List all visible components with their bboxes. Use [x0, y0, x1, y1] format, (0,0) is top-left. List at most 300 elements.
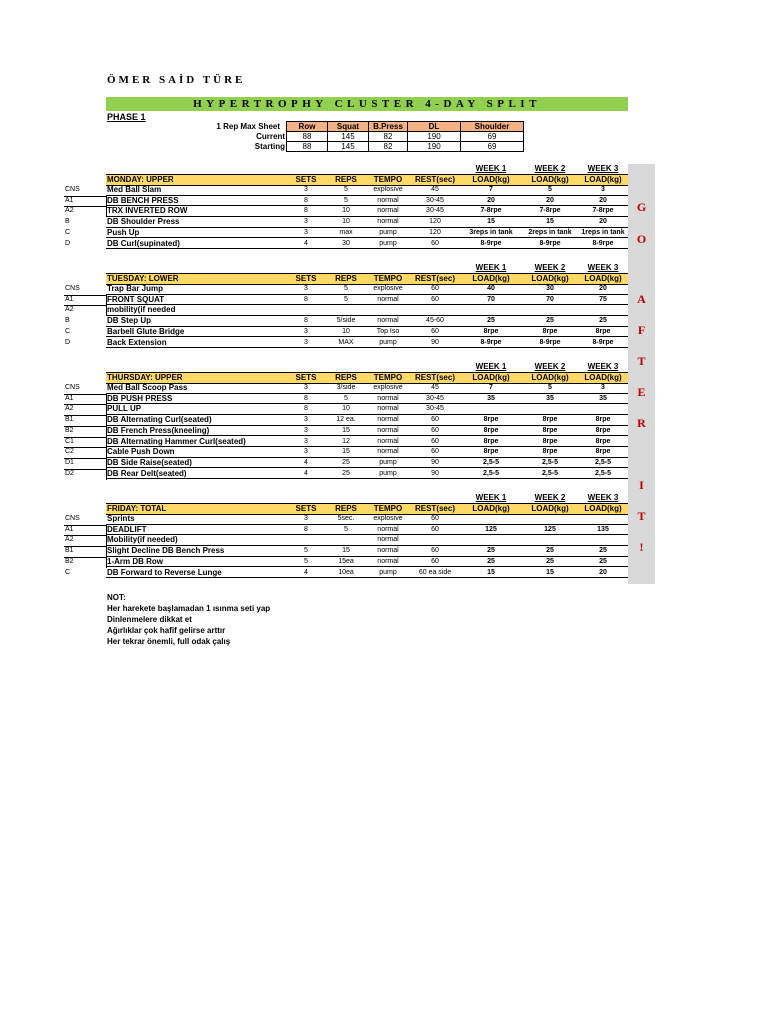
rest-value: 30-45: [426, 394, 444, 402]
load-week3: 3: [601, 384, 605, 391]
load-week3: 135: [597, 525, 609, 533]
week-header: WEEK 1: [475, 362, 507, 371]
week-header: WEEK 3: [587, 263, 619, 272]
tempo-value: explosive: [373, 515, 403, 522]
column-header-rest: REST(sec): [414, 274, 455, 283]
sets-value: 3: [304, 515, 308, 522]
exercise-code: B2: [65, 557, 74, 565]
rm-header-row: Row: [287, 122, 328, 132]
exercise-code: A2: [65, 306, 74, 314]
rm-header-bpress: B.Press: [369, 122, 408, 132]
load-week3: 8rpe: [595, 426, 611, 434]
reps-value: max: [339, 228, 353, 236]
rest-value: 45: [431, 384, 439, 391]
week-header: WEEK 3: [587, 164, 619, 173]
load-week1: 7-8rpe: [480, 207, 502, 215]
load-week1: 7: [489, 186, 493, 193]
author-name: ÖMER SAİD TÜRE: [107, 74, 246, 86]
load-week2: 7-8rpe: [539, 207, 561, 215]
sets-value: 8: [304, 525, 308, 533]
rest-value: 30-45: [426, 196, 444, 204]
current-label: Current: [256, 132, 285, 141]
reps-value: 30: [342, 239, 350, 247]
sets-value: 3: [304, 218, 308, 226]
rm-header-dl: DL: [408, 122, 461, 132]
tempo-value: pump: [379, 458, 397, 466]
load-week1: 7: [489, 384, 493, 391]
reps-value: 10ea: [338, 568, 354, 576]
load-week1: 8rpe: [483, 437, 499, 445]
load-week2: 8rpe: [542, 437, 558, 445]
load-week1: 8rpe: [483, 416, 499, 424]
sets-value: 4: [304, 568, 308, 576]
rm-current-dl: 190: [408, 132, 461, 142]
code-bracket: [64, 546, 107, 557]
load-week2: 25: [546, 557, 554, 565]
exercise-name: DB Forward to Reverse Lunge: [107, 567, 222, 577]
rest-value: 45-60: [426, 317, 444, 325]
exercise-name: TRX INVERTED ROW: [107, 206, 188, 216]
exercise-name: Trap Bar Jump: [107, 284, 164, 293]
load-week3: 8rpe: [595, 437, 611, 445]
sets-value: 8: [304, 394, 308, 402]
load-week2: 35: [546, 394, 554, 402]
column-header-sets: SETS: [295, 274, 317, 283]
load-week3: 8rpe: [595, 416, 611, 424]
exercise-name: 1-Arm DB Row: [107, 556, 164, 566]
column-header-load: LOAD(kg): [584, 274, 622, 283]
load-week1: 25: [487, 557, 495, 565]
exercise-code: C: [65, 327, 71, 335]
sets-value: 5: [304, 547, 308, 555]
load-week3: 8-9rpe: [592, 338, 614, 346]
side-letter: T: [637, 354, 646, 368]
exercise-name: Med Ball Scoop Pass: [107, 383, 188, 392]
exercise-name: DB Curl(supinated): [107, 238, 180, 248]
exercise-code: CNS: [65, 515, 80, 522]
load-week1: 8rpe: [483, 448, 499, 456]
side-letter: O: [636, 232, 647, 246]
load-week2: 25: [546, 317, 554, 325]
exercise-code: A1: [65, 525, 74, 533]
exercise-name: PULL UP: [107, 404, 142, 414]
reps-value: 15: [342, 448, 350, 456]
load-week1: 25: [487, 547, 495, 555]
load-week1: 8-9rpe: [480, 338, 502, 346]
rest-value: 60: [431, 515, 439, 522]
exercise-name: Cable Push Down: [107, 447, 175, 457]
column-header-tempo: TEMPO: [373, 504, 403, 513]
load-week2: 8-9rpe: [539, 239, 561, 247]
rest-value: 90: [431, 338, 439, 346]
exercise-code: CNS: [65, 285, 80, 292]
load-week1: 8rpe: [483, 426, 499, 434]
exercise-code: A1: [65, 295, 74, 303]
reps-value: MAX: [338, 338, 354, 346]
rest-value: 60 ea side: [418, 568, 452, 576]
rm-header-shoulder: Shoulder: [461, 122, 524, 132]
column-header-load: LOAD(kg): [472, 373, 510, 382]
exercise-code: C: [65, 228, 71, 236]
load-week2: 70: [546, 295, 554, 303]
reps-value: 3/side: [336, 384, 356, 391]
load-week2: 5: [548, 384, 552, 391]
sets-value: 8: [304, 317, 308, 325]
sets-value: 8: [304, 405, 308, 413]
day-title: MONDAY: UPPER: [107, 175, 174, 184]
code-bracket: [64, 295, 107, 306]
reps-value: 5/side: [336, 317, 356, 325]
sets-value: 8: [304, 207, 308, 215]
exercise-name: mobility(if needed: [107, 305, 176, 315]
column-header-rest: REST(sec): [414, 373, 455, 382]
exercise-name: DB Alternating Curl(seated): [107, 415, 212, 425]
reps-value: 10: [342, 327, 350, 335]
rest-value: 30-45: [426, 405, 444, 413]
column-header-reps: REPS: [335, 504, 357, 513]
load-week2: 25: [546, 547, 554, 555]
rm-current-squat: 145: [328, 132, 369, 142]
load-week3: 7-8rpe: [592, 207, 614, 215]
sets-value: 3: [304, 327, 308, 335]
exercise-name: Med Ball Slam: [107, 185, 162, 194]
rest-value: 60: [431, 448, 439, 456]
exercise-name: Sprints: [107, 514, 135, 523]
load-week2: 15: [546, 218, 554, 226]
reps-value: 15ea: [338, 557, 354, 565]
row-divider: [106, 304, 628, 305]
week-header: WEEK 3: [587, 362, 619, 371]
rest-value: 60: [431, 525, 439, 533]
column-header-load: LOAD(kg): [584, 373, 622, 382]
column-header-rest: REST(sec): [414, 175, 455, 184]
reps-value: 15: [342, 547, 350, 555]
code-bracket: [64, 535, 107, 546]
load-week2: 125: [544, 525, 556, 533]
day-title: THURSDAY: UPPER: [107, 373, 183, 382]
column-header-load: LOAD(kg): [472, 175, 510, 184]
load-week1: 3reps in tank: [469, 228, 513, 236]
sets-value: 5: [304, 557, 308, 565]
week-header: WEEK 2: [534, 493, 566, 502]
exercise-code: A1: [65, 394, 74, 402]
code-bracket: [64, 458, 107, 469]
load-week2: 2,5-5: [542, 469, 558, 477]
exercise-name: DB Shoulder Press: [107, 217, 180, 227]
rest-value: 60: [431, 295, 439, 303]
load-week1: 15: [487, 568, 495, 576]
load-week3: 25: [599, 317, 607, 325]
exercise-code: C2: [65, 448, 74, 456]
exercise-code: A2: [65, 405, 74, 413]
tempo-value: explosive: [373, 285, 403, 292]
column-header-sets: SETS: [295, 175, 317, 184]
side-letter: R: [637, 416, 646, 430]
load-week3: 20: [599, 285, 607, 292]
reps-value: 10: [342, 218, 350, 226]
sets-value: 3: [304, 186, 308, 193]
column-header-reps: REPS: [335, 175, 357, 184]
rest-value: 60: [431, 416, 439, 424]
column-header-load: LOAD(kg): [531, 274, 569, 283]
sets-value: 3: [304, 228, 308, 236]
load-week2: 15: [546, 568, 554, 576]
tempo-value: normal: [377, 394, 399, 402]
row-divider: [106, 478, 628, 479]
exercise-code: D: [65, 239, 71, 247]
code-bracket: [64, 206, 107, 217]
tempo-value: explosive: [373, 384, 403, 391]
load-week3: 8rpe: [595, 448, 611, 456]
tempo-value: pump: [379, 228, 397, 236]
column-header-sets: SETS: [295, 373, 317, 382]
code-bracket: [64, 305, 107, 316]
load-week1: 125: [485, 525, 497, 533]
reps-value: 10: [342, 207, 350, 215]
load-week3: 2,5-5: [595, 469, 611, 477]
column-header-load: LOAD(kg): [531, 175, 569, 184]
sets-value: 8: [304, 196, 308, 204]
exercise-code: D1: [65, 458, 74, 466]
load-week2: 20: [546, 196, 554, 204]
tempo-value: normal: [377, 207, 399, 215]
load-week2: 8rpe: [542, 416, 558, 424]
exercise-name: DB Step Up: [107, 316, 151, 326]
tempo-value: normal: [377, 536, 399, 544]
rm-starting-squat: 145: [328, 142, 369, 152]
load-week1: 20: [487, 196, 495, 204]
column-header-load: LOAD(kg): [584, 504, 622, 513]
reps-value: 12 ea.: [336, 416, 356, 424]
day-title: TUESDAY: LOWER: [107, 274, 179, 283]
exercise-code: CNS: [65, 186, 80, 193]
load-week3: 8rpe: [595, 327, 611, 335]
reps-value: 25: [342, 458, 350, 466]
week-header: WEEK 2: [534, 362, 566, 371]
sets-value: 3: [304, 448, 308, 456]
load-week1: 2,5-5: [483, 469, 499, 477]
exercise-name: Back Extension: [107, 337, 167, 347]
week-header: WEEK 1: [475, 164, 507, 173]
rest-value: 120: [429, 228, 441, 236]
starting-label: Starting: [254, 142, 285, 151]
sets-value: 3: [304, 384, 308, 391]
load-week1: 25: [487, 317, 495, 325]
rest-value: 60: [431, 557, 439, 565]
column-header-load: LOAD(kg): [531, 504, 569, 513]
code-bracket: [64, 557, 107, 568]
row-divider: [106, 248, 628, 249]
exercise-name: DB BENCH PRESS: [107, 195, 179, 205]
notes-label: NOT:: [107, 593, 126, 602]
exercise-name: FRONT SQUAT: [107, 294, 165, 304]
exercise-name: DB PUSH PRESS: [107, 393, 173, 403]
rep-max-sheet-label: 1 Rep Max Sheet: [216, 122, 280, 131]
rest-value: 60: [431, 437, 439, 445]
rm-current-row: 88: [287, 132, 328, 142]
load-week1: 2,5-5: [483, 458, 499, 466]
reps-value: 15: [342, 426, 350, 434]
exercise-code: CNS: [65, 384, 80, 391]
load-week1: 8-9rpe: [480, 239, 502, 247]
reps-value: 5: [344, 394, 348, 402]
rest-value: 45: [431, 186, 439, 193]
load-week3: 20: [599, 218, 607, 226]
reps-value: 5: [344, 285, 348, 292]
tempo-value: normal: [377, 547, 399, 555]
rep-max-table: [286, 121, 524, 152]
row-divider: [106, 347, 628, 348]
rm-current-bpress: 82: [369, 132, 408, 142]
column-header-sets: SETS: [295, 504, 317, 513]
tempo-value: normal: [377, 525, 399, 533]
tempo-value: normal: [377, 196, 399, 204]
rm-header-squat: Squat: [328, 122, 369, 132]
load-week3: 20: [599, 568, 607, 576]
phase-label: PHASE 1: [107, 112, 146, 122]
side-letter: E: [637, 385, 646, 399]
column-header-reps: REPS: [335, 274, 357, 283]
note-line: Dinlenmelere dikkat et: [107, 615, 192, 624]
rest-value: 60: [431, 426, 439, 434]
exercise-code: C: [65, 568, 71, 576]
exercise-name: Slight Decline DB Bench Press: [107, 546, 225, 556]
side-letter: G: [636, 200, 647, 214]
rest-value: 90: [431, 458, 439, 466]
notes-block: [107, 592, 270, 647]
load-week3: 2,5-5: [595, 458, 611, 466]
load-week2: 2reps in tank: [528, 228, 572, 236]
load-week1: 15: [487, 218, 495, 226]
reps-value: 12: [342, 437, 350, 445]
note-line: Her harekete başlamadan 1 ısınma seti yap: [107, 604, 271, 613]
load-week3: 1reps in tank: [581, 228, 625, 236]
tempo-value: pump: [379, 568, 397, 576]
tempo-value: normal: [377, 416, 399, 424]
rest-value: 60: [431, 327, 439, 335]
day-title: FRIDAY: TOTAL: [107, 504, 167, 513]
sets-value: 3: [304, 437, 308, 445]
tempo-value: pump: [379, 338, 397, 346]
code-bracket: [64, 447, 107, 458]
exercise-code: D2: [65, 469, 74, 477]
exercise-name: DB Alternating Hammer Curl(seated): [107, 436, 246, 446]
sets-value: 3: [304, 426, 308, 434]
exercise-code: B: [65, 317, 70, 325]
program-title: HYPERTROPHY CLUSTER 4-DAY SPLIT: [106, 97, 628, 111]
rest-value: 30-45: [426, 207, 444, 215]
reps-value: 5: [344, 295, 348, 303]
exercise-code: C1: [65, 437, 74, 445]
load-week2: 8rpe: [542, 448, 558, 456]
tempo-value: normal: [377, 557, 399, 565]
sets-value: 3: [304, 416, 308, 424]
sets-value: 4: [304, 458, 308, 466]
side-letter: I: [639, 478, 644, 492]
rm-starting-dl: 190: [408, 142, 461, 152]
exercise-code: B1: [65, 547, 74, 555]
row-divider: [106, 577, 628, 578]
exercise-code: D: [65, 338, 71, 346]
load-week1: 70: [487, 295, 495, 303]
sets-value: 8: [304, 295, 308, 303]
load-week3: 25: [599, 557, 607, 565]
note-line: Her tekrar önemli, full odak çalış: [107, 637, 231, 646]
load-week3: 20: [599, 196, 607, 204]
load-week1: 8rpe: [483, 327, 499, 335]
rest-value: 90: [431, 469, 439, 477]
exercise-name: Mobility(if needed): [107, 535, 178, 545]
note-line: Ağırlıklar çok hafif gelirse arttır: [107, 626, 226, 635]
tempo-value: pump: [379, 469, 397, 477]
column-header-load: LOAD(kg): [472, 504, 510, 513]
load-week2: 30: [546, 285, 554, 292]
load-week2: 8-9rpe: [539, 338, 561, 346]
column-header-reps: REPS: [335, 373, 357, 382]
exercise-name: DB French Press(kneeling): [107, 425, 210, 435]
rm-starting-row: 88: [287, 142, 328, 152]
sets-value: 3: [304, 338, 308, 346]
code-bracket: [64, 437, 107, 448]
side-letter: !: [639, 540, 644, 554]
exercise-code: B: [65, 218, 70, 226]
sets-value: 4: [304, 239, 308, 247]
tempo-value: normal: [377, 295, 399, 303]
week-header: WEEK 2: [534, 263, 566, 272]
reps-value: 25: [342, 469, 350, 477]
tempo-value: explosive: [373, 186, 403, 193]
week-header: WEEK 1: [475, 493, 507, 502]
tempo-value: normal: [377, 317, 399, 325]
column-header-tempo: TEMPO: [373, 274, 403, 283]
exercise-name: DEADLIFT: [107, 524, 147, 534]
exercise-name: Barbell Glute Bridge: [107, 326, 185, 336]
column-header-load: LOAD(kg): [472, 274, 510, 283]
tempo-value: normal: [377, 426, 399, 434]
column-header-load: LOAD(kg): [584, 175, 622, 184]
exercise-code: A2: [65, 207, 74, 215]
code-bracket: [64, 404, 107, 415]
side-letter: A: [637, 292, 646, 306]
reps-value: 10: [342, 405, 350, 413]
week-header: WEEK 3: [587, 493, 619, 502]
reps-value: 5: [344, 196, 348, 204]
rest-value: 60: [431, 285, 439, 292]
column-header-tempo: TEMPO: [373, 175, 403, 184]
load-week2: 8rpe: [542, 327, 558, 335]
rm-current-shoulder: 69: [461, 132, 524, 142]
exercise-name: Push Up: [107, 227, 140, 237]
side-letter: F: [637, 323, 646, 337]
rest-value: 60: [431, 239, 439, 247]
rest-value: 120: [429, 218, 441, 226]
rm-starting-shoulder: 69: [461, 142, 524, 152]
load-week3: 8-9rpe: [592, 239, 614, 247]
column-header-load: LOAD(kg): [531, 373, 569, 382]
load-week2: 5: [548, 186, 552, 193]
exercise-code: B2: [65, 426, 74, 434]
column-header-rest: REST(sec): [414, 504, 455, 513]
load-week1: 35: [487, 394, 495, 402]
side-letter: T: [637, 509, 646, 523]
sets-value: 3: [304, 285, 308, 292]
exercise-code: A2: [65, 536, 74, 544]
load-week3: 3: [601, 186, 605, 193]
exercise-code: B1: [65, 416, 74, 424]
code-bracket: [64, 196, 107, 207]
load-week2: 8rpe: [542, 426, 558, 434]
code-bracket: [64, 525, 107, 536]
